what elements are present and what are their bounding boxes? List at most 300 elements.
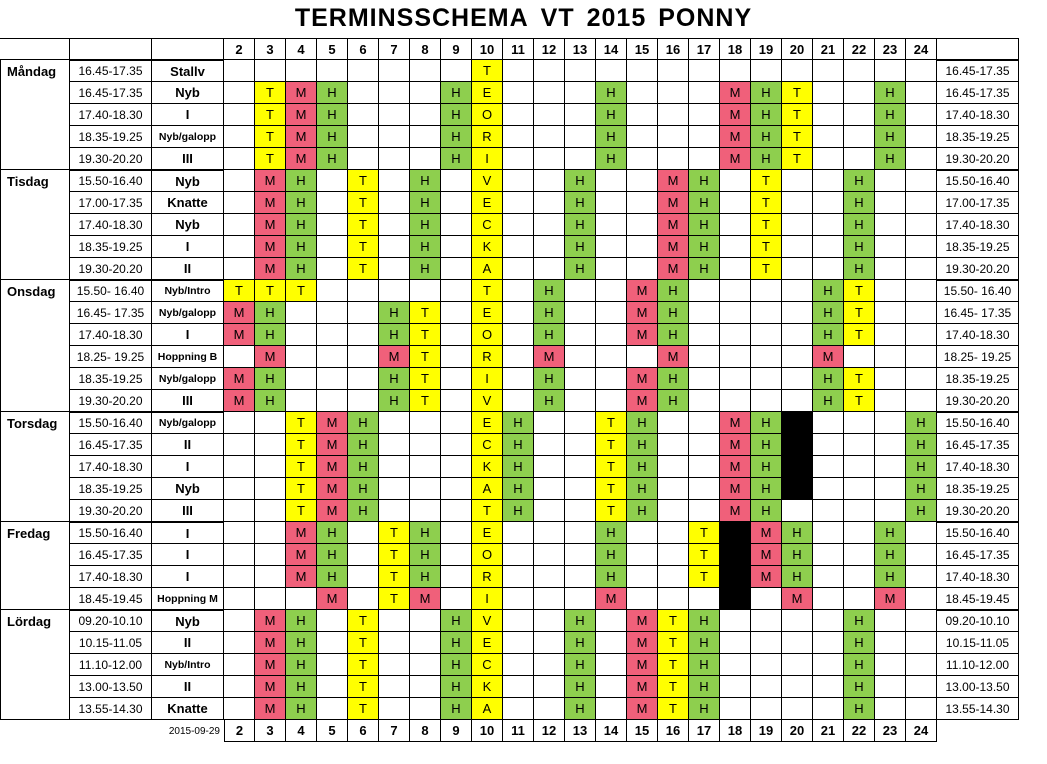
schedule-cell <box>689 456 720 478</box>
week-header: 7 <box>379 38 410 60</box>
schedule-cell <box>503 236 534 258</box>
schedule-cell: H <box>410 192 441 214</box>
schedule-cell: H <box>689 610 720 632</box>
schedule-cell: R <box>472 126 503 148</box>
schedule-cell: M <box>627 676 658 698</box>
schedule-cell: M <box>658 214 689 236</box>
schedule-cell <box>689 280 720 302</box>
schedule-cell: H <box>317 544 348 566</box>
schedule-cell <box>503 544 534 566</box>
schedule-cell <box>379 214 410 236</box>
schedule-cell: H <box>906 500 937 522</box>
schedule-cell: T <box>348 236 379 258</box>
schedule-cell <box>689 126 720 148</box>
schedule-cell <box>224 126 255 148</box>
schedule-cell <box>720 566 751 588</box>
time-slot: 09.20-10.10 <box>70 610 152 632</box>
schedule-cell: M <box>720 126 751 148</box>
schedule-cell: T <box>658 632 689 654</box>
schedule-cell: H <box>844 258 875 280</box>
schedule-cell <box>348 522 379 544</box>
schedule-cell <box>658 104 689 126</box>
schedule-cell <box>534 412 565 434</box>
time-slot: 18.35-19.25 <box>70 126 152 148</box>
schedule-cell <box>224 632 255 654</box>
time-slot: 19.30-20.20 <box>70 148 152 170</box>
schedule-cell <box>782 610 813 632</box>
time-slot-right: 18.45-19.45 <box>937 588 1019 610</box>
schedule-cell: H <box>906 412 937 434</box>
group-label: Nyb/Intro <box>152 280 224 302</box>
time-slot: 18.35-19.25 <box>70 478 152 500</box>
schedule-cell: M <box>317 434 348 456</box>
schedule-cell <box>565 148 596 170</box>
time-slot: 15.50-16.40 <box>70 170 152 192</box>
schedule-cell <box>565 522 596 544</box>
schedule-cell <box>317 654 348 676</box>
group-label: Nyb/galopp <box>152 368 224 390</box>
week-footer: 5 <box>317 720 348 742</box>
schedule-cell <box>844 544 875 566</box>
schedule-cell: H <box>565 192 596 214</box>
week-header: 10 <box>472 38 503 60</box>
schedule-cell: H <box>441 104 472 126</box>
schedule-cell <box>534 566 565 588</box>
schedule-cell <box>224 236 255 258</box>
schedule-cell <box>813 478 844 500</box>
schedule-cell: T <box>782 148 813 170</box>
schedule-cell: H <box>782 522 813 544</box>
week-footer: 11 <box>503 720 534 742</box>
schedule-cell: M <box>410 588 441 610</box>
schedule-cell <box>751 324 782 346</box>
schedule-cell: H <box>286 610 317 632</box>
schedule-cell <box>596 324 627 346</box>
schedule-cell <box>348 82 379 104</box>
schedule-cell: T <box>255 82 286 104</box>
week-footer: 16 <box>658 720 689 742</box>
schedule-cell <box>224 544 255 566</box>
time-slot-right: 19.30-20.20 <box>937 500 1019 522</box>
schedule-cell <box>844 566 875 588</box>
schedule-cell <box>627 170 658 192</box>
time-slot-right: 17.00-17.35 <box>937 192 1019 214</box>
schedule-cell <box>534 654 565 676</box>
schedule-cell <box>441 544 472 566</box>
schedule-cell <box>875 346 906 368</box>
day-label: Torsdag <box>0 412 70 522</box>
schedule-cell <box>813 192 844 214</box>
schedule-cell <box>782 346 813 368</box>
schedule-cell: V <box>472 610 503 632</box>
title-word: VT <box>540 4 575 32</box>
schedule-cell: E <box>472 632 503 654</box>
schedule-cell: M <box>658 346 689 368</box>
schedule-cell: M <box>317 456 348 478</box>
schedule-cell <box>844 104 875 126</box>
time-slot: 15.50-16.40 <box>70 412 152 434</box>
day-label: Lördag <box>0 610 70 720</box>
schedule-cell <box>627 104 658 126</box>
schedule-cell <box>906 324 937 346</box>
week-header: 20 <box>782 38 813 60</box>
schedule-cell: M <box>286 566 317 588</box>
schedule-cell <box>348 324 379 346</box>
schedule-cell <box>534 170 565 192</box>
time-slot: 18.35-19.25 <box>70 368 152 390</box>
schedule-cell: H <box>875 148 906 170</box>
schedule-cell: H <box>286 654 317 676</box>
week-header: 18 <box>720 38 751 60</box>
schedule-cell <box>534 522 565 544</box>
time-slot: 17.40-18.30 <box>70 456 152 478</box>
schedule-cell <box>596 258 627 280</box>
schedule-cell: M <box>627 368 658 390</box>
schedule-cell: K <box>472 676 503 698</box>
schedule-cell: H <box>286 192 317 214</box>
schedule-cell: H <box>503 500 534 522</box>
schedule-cell <box>627 214 658 236</box>
schedule-cell: A <box>472 698 503 720</box>
schedule-cell: H <box>844 192 875 214</box>
schedule-cell <box>906 82 937 104</box>
schedule-cell <box>379 500 410 522</box>
schedule-cell <box>720 610 751 632</box>
time-slot-right: 11.10-12.00 <box>937 654 1019 676</box>
week-header: 4 <box>286 38 317 60</box>
schedule-cell <box>441 588 472 610</box>
schedule-cell: T <box>379 566 410 588</box>
schedule-cell: H <box>534 390 565 412</box>
schedule-cell <box>410 434 441 456</box>
schedule-cell <box>503 632 534 654</box>
schedule-cell <box>503 104 534 126</box>
schedule-cell <box>255 478 286 500</box>
schedule-cell: H <box>565 698 596 720</box>
schedule-cell: H <box>751 148 782 170</box>
schedule-cell: H <box>689 698 720 720</box>
group-label: III <box>152 148 224 170</box>
week-header: 23 <box>875 38 906 60</box>
schedule-cell: H <box>565 676 596 698</box>
schedule-cell <box>379 148 410 170</box>
schedule-cell <box>255 60 286 82</box>
week-header: 19 <box>751 38 782 60</box>
group-label: Nyb <box>152 610 224 632</box>
group-label: III <box>152 390 224 412</box>
schedule-cell <box>348 588 379 610</box>
week-header: 15 <box>627 38 658 60</box>
schedule-cell: H <box>751 434 782 456</box>
schedule-cell <box>503 126 534 148</box>
time-slot-right: 15.50-16.40 <box>937 522 1019 544</box>
schedule-cell <box>534 104 565 126</box>
schedule-cell: H <box>689 632 720 654</box>
schedule-cell: H <box>596 522 627 544</box>
schedule-cell <box>379 456 410 478</box>
schedule-cell <box>782 280 813 302</box>
schedule-cell: H <box>627 434 658 456</box>
schedule-cell: E <box>472 412 503 434</box>
schedule-cell: T <box>689 544 720 566</box>
time-slot-right: 18.35-19.25 <box>937 126 1019 148</box>
schedule-cell <box>503 346 534 368</box>
schedule-cell <box>348 346 379 368</box>
schedule-cell <box>255 544 286 566</box>
schedule-cell <box>844 346 875 368</box>
schedule-cell <box>534 192 565 214</box>
schedule-cell: T <box>844 280 875 302</box>
schedule-cell: T <box>348 698 379 720</box>
schedule-cell: H <box>348 434 379 456</box>
schedule-cell: H <box>379 390 410 412</box>
schedule-cell: H <box>689 192 720 214</box>
week-header: 13 <box>565 38 596 60</box>
schedule-cell <box>224 412 255 434</box>
schedule-cell <box>596 170 627 192</box>
week-footer: 6 <box>348 720 379 742</box>
week-footer: 9 <box>441 720 472 742</box>
group-label: III <box>152 500 224 522</box>
week-footer: 2 <box>224 720 255 742</box>
schedule-cell: M <box>875 588 906 610</box>
schedule-cell: H <box>906 478 937 500</box>
schedule-cell: M <box>255 214 286 236</box>
schedule-cell: C <box>472 214 503 236</box>
schedule-cell <box>627 346 658 368</box>
schedule-cell <box>317 346 348 368</box>
schedule-cell <box>906 610 937 632</box>
schedule-cell <box>689 588 720 610</box>
schedule-cell: M <box>627 632 658 654</box>
time-slot: 16.45-17.35 <box>70 60 152 82</box>
schedule-cell <box>224 500 255 522</box>
schedule-cell: M <box>255 610 286 632</box>
week-header: 14 <box>596 38 627 60</box>
schedule-cell <box>379 654 410 676</box>
schedule-cell <box>255 588 286 610</box>
schedule-cell <box>410 82 441 104</box>
time-slot-right: 15.50-16.40 <box>937 412 1019 434</box>
schedule-cell: H <box>751 456 782 478</box>
schedule-cell <box>534 588 565 610</box>
schedule-cell <box>224 258 255 280</box>
schedule-cell <box>317 390 348 412</box>
schedule-cell <box>689 412 720 434</box>
schedule-cell: T <box>348 192 379 214</box>
time-slot: 17.40-18.30 <box>70 566 152 588</box>
schedule-cell <box>596 632 627 654</box>
week-footer: 15 <box>627 720 658 742</box>
schedule-cell: H <box>844 698 875 720</box>
schedule-cell: H <box>441 610 472 632</box>
schedule-cell <box>565 566 596 588</box>
schedule-cell: H <box>782 566 813 588</box>
schedule-cell <box>689 324 720 346</box>
time-slot-right: 10.15-11.05 <box>937 632 1019 654</box>
day-label: Tisdag <box>0 170 70 280</box>
schedule-cell <box>441 500 472 522</box>
schedule-cell <box>844 148 875 170</box>
schedule-cell: H <box>410 214 441 236</box>
group-label: Nyb/galopp <box>152 412 224 434</box>
schedule-cell: H <box>286 236 317 258</box>
group-label: I <box>152 324 224 346</box>
schedule-cell <box>565 544 596 566</box>
schedule-cell <box>379 192 410 214</box>
schedule-cell: V <box>472 170 503 192</box>
schedule-cell: R <box>472 566 503 588</box>
week-header: 17 <box>689 38 720 60</box>
schedule-cell: E <box>472 302 503 324</box>
schedule-cell <box>627 522 658 544</box>
schedule-cell: T <box>255 280 286 302</box>
schedule-cell <box>658 456 689 478</box>
week-header: 3 <box>255 38 286 60</box>
schedule-cell <box>906 522 937 544</box>
schedule-cell <box>658 544 689 566</box>
time-slot-right: 16.45-17.35 <box>937 434 1019 456</box>
schedule-cell <box>627 126 658 148</box>
schedule-cell <box>348 544 379 566</box>
week-header: 11 <box>503 38 534 60</box>
schedule-cell: H <box>596 148 627 170</box>
schedule-cell: H <box>286 258 317 280</box>
group-label: Knatte <box>152 698 224 720</box>
schedule-cell: T <box>348 170 379 192</box>
schedule-cell: H <box>782 544 813 566</box>
schedule-cell <box>596 610 627 632</box>
schedule-cell <box>286 302 317 324</box>
schedule-cell <box>410 610 441 632</box>
schedule-cell <box>565 104 596 126</box>
schedule-cell <box>441 412 472 434</box>
schedule-cell <box>317 632 348 654</box>
group-label: I <box>152 104 224 126</box>
schedule-cell <box>813 654 844 676</box>
schedule-cell: T <box>596 434 627 456</box>
schedule-cell <box>782 236 813 258</box>
schedule-cell <box>255 434 286 456</box>
schedule-cell <box>317 610 348 632</box>
schedule-cell: M <box>255 698 286 720</box>
week-header: 24 <box>906 38 937 60</box>
schedule-cell: M <box>224 390 255 412</box>
time-slot: 13.00-13.50 <box>70 676 152 698</box>
schedule-cell: T <box>379 588 410 610</box>
schedule-cell <box>720 632 751 654</box>
schedule-cell <box>813 588 844 610</box>
schedule-cell <box>565 324 596 346</box>
schedule-cell: M <box>782 588 813 610</box>
schedule-cell: M <box>751 522 782 544</box>
schedule-cell <box>534 258 565 280</box>
schedule-cell: T <box>751 236 782 258</box>
schedule-cell <box>751 632 782 654</box>
schedule-cell: H <box>379 302 410 324</box>
schedule-cell: M <box>286 522 317 544</box>
schedule-cell <box>751 698 782 720</box>
schedule-cell: H <box>255 368 286 390</box>
schedule-cell: H <box>565 632 596 654</box>
schedule-cell <box>875 478 906 500</box>
schedule-cell <box>751 302 782 324</box>
schedule-cell <box>441 60 472 82</box>
schedule-cell: M <box>255 654 286 676</box>
group-label: Stallv <box>152 60 224 82</box>
schedule-cell <box>224 104 255 126</box>
schedule-cell <box>534 610 565 632</box>
schedule-cell <box>317 280 348 302</box>
group-label: Hoppning M <box>152 588 224 610</box>
time-slot-right: 18.35-19.25 <box>937 368 1019 390</box>
group-label: II <box>152 258 224 280</box>
schedule-cell <box>813 522 844 544</box>
schedule-cell <box>441 346 472 368</box>
time-slot-right: 16.45- 17.35 <box>937 302 1019 324</box>
schedule-cell <box>441 324 472 346</box>
schedule-cell <box>813 456 844 478</box>
time-slot: 17.40-18.30 <box>70 214 152 236</box>
schedule-cell <box>441 258 472 280</box>
schedule-cell: T <box>751 214 782 236</box>
schedule-cell: M <box>658 236 689 258</box>
schedule-cell: H <box>410 258 441 280</box>
schedule-cell: T <box>348 610 379 632</box>
schedule-cell <box>844 434 875 456</box>
schedule-cell: H <box>286 170 317 192</box>
schedule-cell <box>503 676 534 698</box>
schedule-cell: H <box>565 258 596 280</box>
schedule-cell <box>596 346 627 368</box>
schedule-cell <box>410 654 441 676</box>
schedule-cell: T <box>782 104 813 126</box>
schedule-cell <box>317 236 348 258</box>
schedule-cell: H <box>658 390 689 412</box>
schedule-cell <box>844 500 875 522</box>
week-footer: 7 <box>379 720 410 742</box>
schedule-cell <box>348 126 379 148</box>
schedule-cell: H <box>813 302 844 324</box>
schedule-cell <box>658 412 689 434</box>
week-header: 22 <box>844 38 875 60</box>
schedule-cell <box>689 390 720 412</box>
schedule-cell: H <box>875 126 906 148</box>
schedule-cell: H <box>503 478 534 500</box>
schedule-cell: M <box>720 478 751 500</box>
schedule-cell <box>317 368 348 390</box>
schedule-cell <box>906 368 937 390</box>
schedule-cell: H <box>658 324 689 346</box>
schedule-cell: H <box>441 698 472 720</box>
schedule-cell: O <box>472 324 503 346</box>
schedule-cell <box>441 280 472 302</box>
schedule-cell <box>720 170 751 192</box>
time-slot: 17.40-18.30 <box>70 324 152 346</box>
schedule-cell <box>720 368 751 390</box>
schedule-cell <box>689 148 720 170</box>
schedule-cell <box>751 280 782 302</box>
schedule-cell: T <box>751 170 782 192</box>
schedule-cell: M <box>720 456 751 478</box>
schedule-cell <box>720 60 751 82</box>
schedule-cell <box>441 478 472 500</box>
schedule-cell <box>813 258 844 280</box>
schedule-cell <box>813 214 844 236</box>
schedule-cell <box>906 60 937 82</box>
schedule-cell <box>348 390 379 412</box>
schedule-cell <box>596 302 627 324</box>
